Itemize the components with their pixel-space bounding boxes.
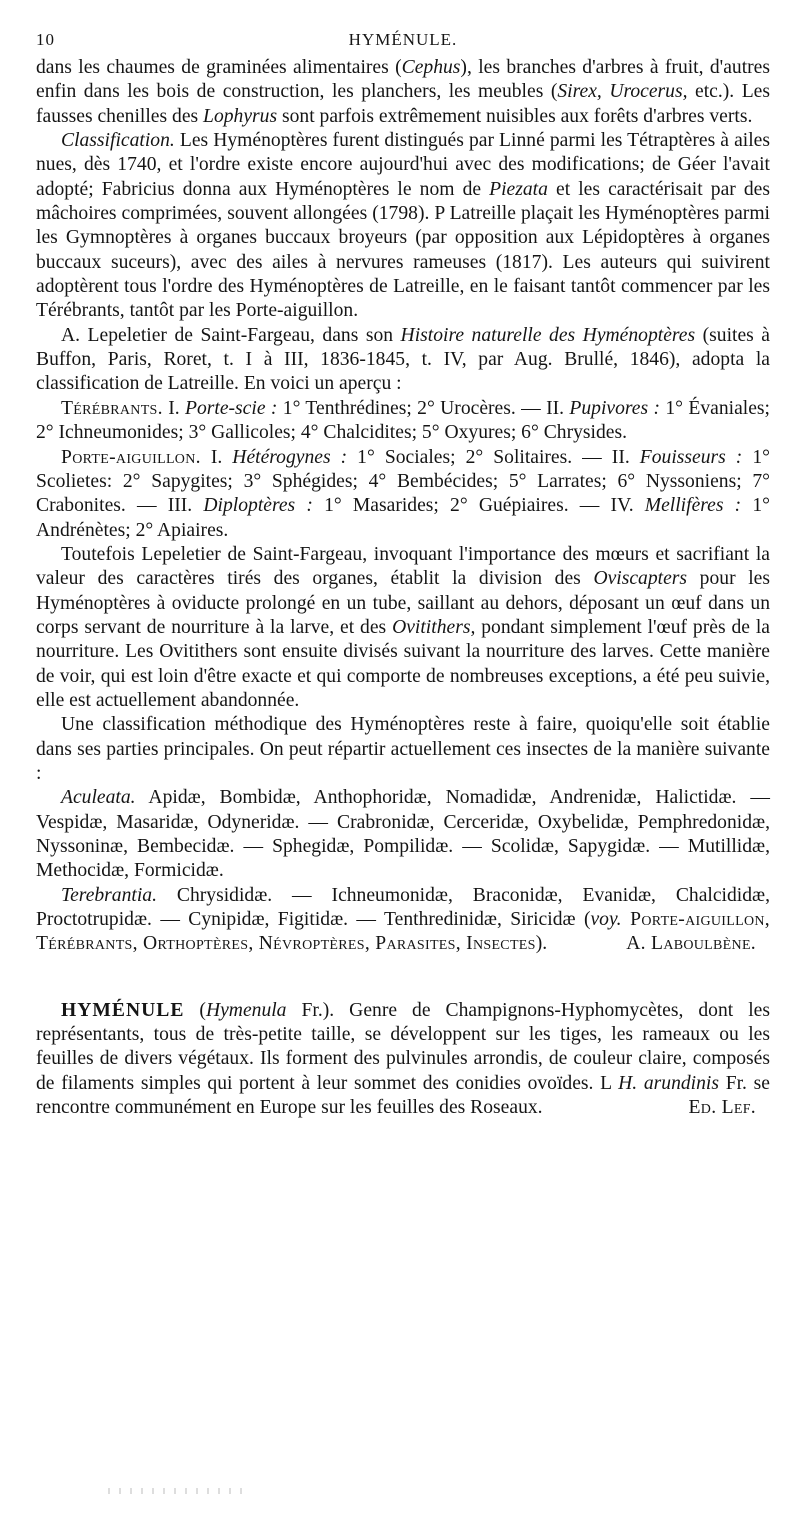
- cross-ref-voy: voy.: [590, 909, 622, 931]
- paragraph-intro: [36, 56, 770, 129]
- cross-references: Porte-aiguillon, Térébrants, Orthoptères, Névroptères, Parasites, Insectes: [36, 909, 770, 955]
- text: (suites à Buffon, Paris, Roret, t. I à III, 1836-1845, t. IV, par Aug. Brullé, 1846), adopta la classification de Latreille. En voici un aperçu :: [36, 324, 770, 395]
- term: Piezata: [489, 178, 548, 200]
- entry-hymenule: [36, 999, 770, 1121]
- term: Porte-scie :: [185, 397, 278, 419]
- text: 1° Tenthrédines; 2° Urocères. — II.: [277, 397, 570, 419]
- text: 1° Andrénètes; 2° Apiaires.: [36, 495, 771, 541]
- author-signature: A. Laboulbène.: [626, 933, 756, 955]
- term: Mellifères :: [644, 495, 742, 517]
- genus-name: Sirex, Urocerus,: [557, 81, 688, 103]
- page: [36, 26, 770, 1120]
- latin-name: Hymenula: [205, 999, 287, 1021]
- text: ).: [535, 933, 548, 955]
- text: I.: [200, 446, 233, 468]
- text: Apidæ, Bombidæ, Anthophoridæ, Nomadidæ, Andrenidæ, Halictidæ. — Vespidæ, Masaridæ, Odyneridæ. — Crabronidæ, Cerceridæ, Oxybelidæ, Pemphredonidæ, Nyssoninæ, Bembecidæ. — Sphegidæ, Pompilidæ. — Scolidæ, Sapygidæ. — Mutillidæ, Methocidæ, Formicidæ.: [36, 787, 770, 882]
- genus-name: Lophyrus: [203, 105, 278, 127]
- paragraph-aculeata: [36, 786, 770, 883]
- text: Fr. se rencontre communément en Europe sur les feuilles des Roseaux.: [36, 1072, 770, 1119]
- genus-name: Cephus: [401, 57, 461, 78]
- text: 1° Sociales; 2° Solitaires. — II.: [347, 446, 640, 468]
- text: 1° Masarides; 2° Guépiaires. — IV.: [312, 495, 645, 517]
- paragraph-terebrantia: [36, 884, 770, 957]
- running-head: HYMÉNULE.: [348, 30, 458, 49]
- paragraph-porte-aiguillon: [36, 446, 770, 543]
- paragraph-une-classification: Une classification méthodique des Hyménoptères reste à faire, quoiqu'elle soit établie dans ses parties principales. On peut répartir actuellement ces insectes de la manière suivante :: [36, 714, 770, 784]
- text: dans les chaumes de graminées alimentaires (: [36, 57, 402, 78]
- paragraph-classification: [36, 129, 770, 324]
- paragraph-lepeletier: [36, 324, 770, 397]
- text: sont parfois extrêmement nuisibles aux forêts d'arbres verts.: [277, 105, 753, 127]
- page-header: [36, 26, 770, 56]
- section-lead: Terebrantia.: [61, 884, 157, 906]
- term: Hétérogynes :: [232, 446, 348, 468]
- text: I.: [162, 397, 185, 419]
- text: A. Lepeletier de Saint-Fargeau, dans son: [61, 324, 401, 346]
- term: Fouisseurs :: [639, 446, 743, 468]
- text: pour les Hyménoptères à oviducte prolongé en un tube, saillant au dehors, déposant un œuf dans un corps servant de nourriture à la larve, et des: [36, 568, 770, 638]
- section-lead: Aculeata.: [61, 787, 136, 809]
- text: ), les branches d'arbres à fruit, d'autres enfin dans les bois de construction, les planchers, les meubles (: [36, 57, 770, 103]
- paragraph-toutefois: [36, 543, 770, 713]
- text: (: [184, 999, 206, 1021]
- print-smudge: [108, 1488, 248, 1494]
- section-gap: [36, 957, 770, 999]
- text: 1° Évaniales; 2° Ichneumonides; 3° Gallicoles; 4° Chalcidites; 5° Oxyures; 6° Chrysides.: [36, 397, 770, 444]
- text: Toutefois Lepeletier de Saint-Fargeau, invoquant l'importance des mœurs et sacrifiant la valeur des caractères tirés des organes, établit la division des: [36, 543, 770, 590]
- text: Fr.). Genre de Champignons-Hyphomycètes, dont les représentants, tous de très-petite taille, se développent sur les tiges, les rameaux ou les feuilles de divers végétaux. Ils forment des pulvinules arrondis, de couleur claire, composés de filaments simples qui portent à leur sommet des conidies ovoïdes. L: [36, 999, 770, 1094]
- term: Oviscapters: [593, 568, 688, 590]
- text: Les Hyménoptères furent distingués par Linné parmi les Tétraptères à ailes nues, dès 1740, et l'ordre existe encore aujourd'hui avec des modifications; de Géer l'avait adopté; Fabricius donna aux Hyménoptères le nom de: [36, 130, 770, 200]
- section-lead: Térébrants.: [61, 397, 163, 419]
- entry-headword: HYMÉNULE: [61, 999, 185, 1021]
- term: Diploptères :: [203, 495, 313, 517]
- term: Pupivores :: [569, 397, 660, 419]
- section-lead: Porte-aiguillon.: [61, 446, 201, 468]
- paragraph-terebrants: [36, 397, 770, 446]
- page-number: 10: [36, 30, 55, 49]
- text: et les caractérisait par des mâchoires comprimées, souvent allongées (1798). P Latreille plaçait les Hyménoptères parmi les Gymnoptères à organes buccaux broyeurs (par opposition aux Lépidoptères à organes buccaux suceurs), avec des ailes à nervures rameuses (1817). Les auteurs qui suivirent adoptèrent tous l'ordre des Hyménoptères de Latreille, en le faisant tantôt commencer par les Térébrants, tantôt par les Porte-aiguillon.: [36, 178, 770, 322]
- text: pondant simplement l'œuf près de la nourriture. Les Ovitithers sont ensuite divisés suivant la nourriture des larves. Cette manière de voir, qui est loin d'être exacte et qui comporte de nombreuses exceptions, a été peu suivie, elle est actuellement abandonnée.: [36, 616, 770, 711]
- book-title: Histoire naturelle des Hyménoptères: [400, 324, 696, 346]
- section-lead: Classification.: [61, 130, 175, 152]
- text: 1° Scolietes: 2° Sapygites; 3° Sphégides; 4° Bembécides; 5° Larrates; 6° Nyssoniens; 7° Crabonites. — III.: [36, 446, 771, 517]
- text: etc.). Les fausses chenilles des: [36, 81, 771, 127]
- term: Ovitithers,: [392, 616, 476, 638]
- text: Chrysididæ. — Ichneumonidæ, Braconidæ, Evanidæ, Chalcididæ, Proctotrupidæ. — Cynipidæ, Figitidæ. — Tenthredinidæ, Siricidæ (: [36, 884, 770, 931]
- latin-name: H. arundinis: [618, 1072, 719, 1094]
- author-signature: Ed. Lef.: [688, 1097, 756, 1119]
